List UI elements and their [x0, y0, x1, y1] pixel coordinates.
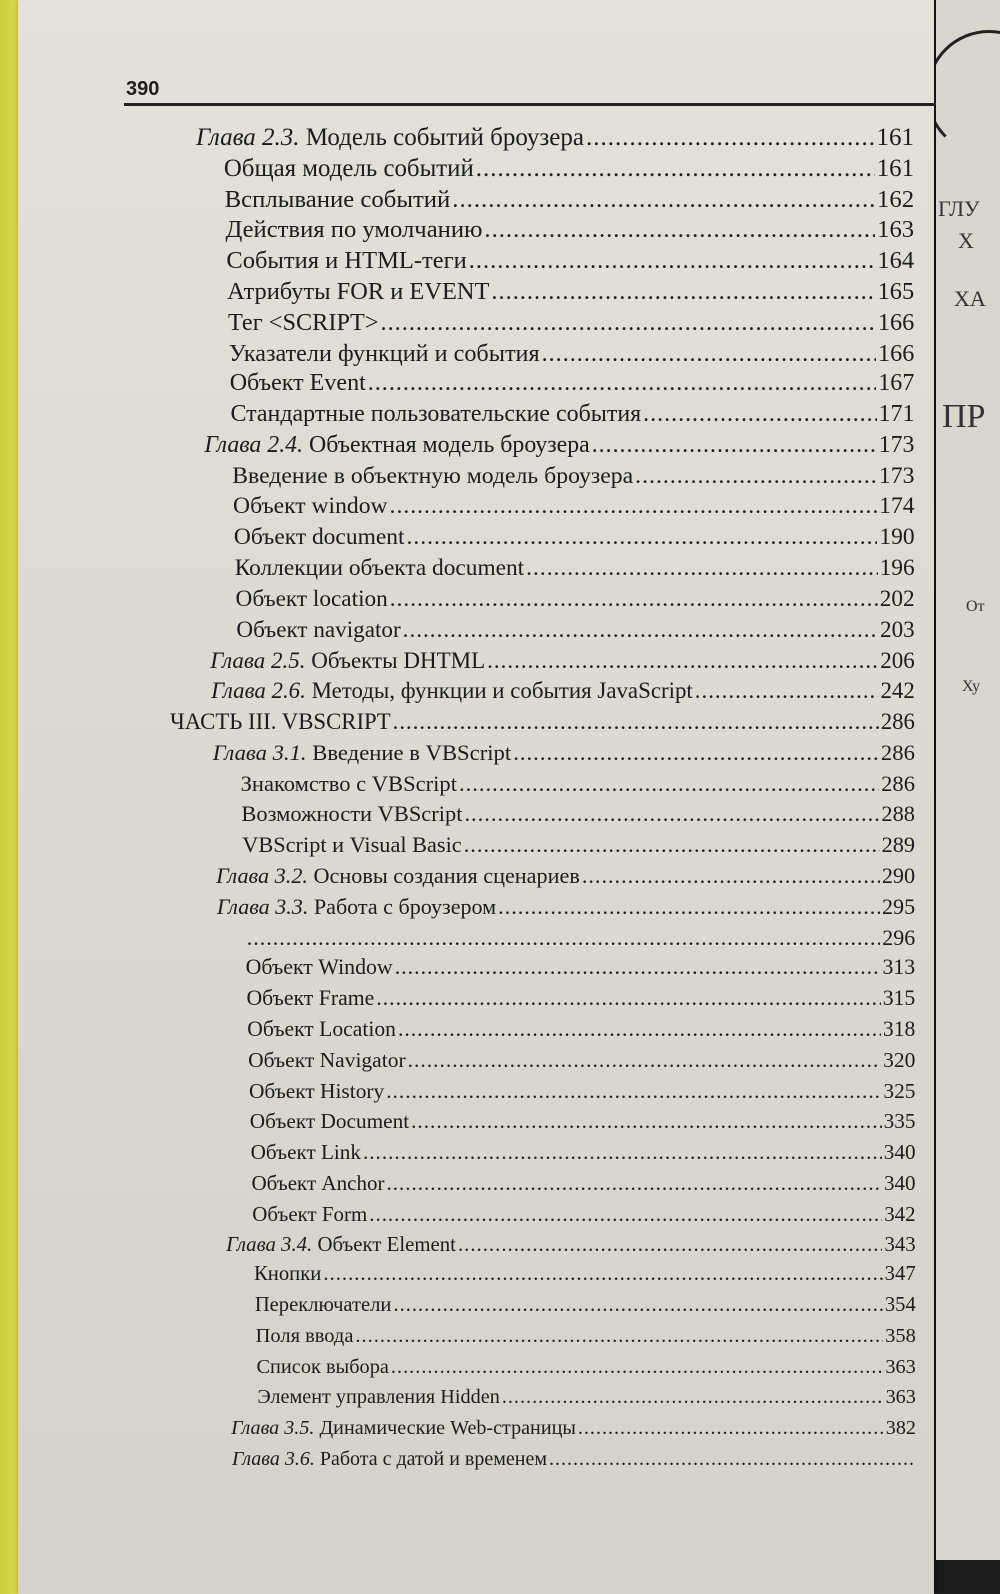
facing-page-fragment: ПР [942, 398, 986, 435]
toc-leader-dots [393, 709, 879, 735]
toc-entry-title: Элемент управления Hidden [257, 1386, 500, 1409]
toc-row [256, 1356, 915, 1379]
toc-row [257, 1386, 916, 1409]
toc-leader-dots [464, 801, 879, 827]
toc-entry-title: Объект window [233, 493, 388, 520]
toc-entry-label [250, 1109, 409, 1134]
toc-entry-title: Объект navigator [236, 616, 401, 643]
toc-page-number: 318 [882, 1016, 916, 1041]
toc-row [229, 340, 914, 368]
book-page [18, 0, 934, 1594]
toc-page-number: 161 [876, 154, 915, 182]
toc-entry-label [241, 771, 457, 797]
toc-row [245, 925, 915, 951]
toc-leader-dots [363, 1140, 882, 1165]
toc-page-number: 165 [877, 277, 915, 305]
toc-leader-dots [391, 1356, 883, 1379]
toc-page-number: 289 [881, 832, 916, 858]
toc-leader-dots [395, 955, 881, 980]
toc-page-number: 290 [881, 862, 916, 888]
toc-page-number: 363 [885, 1355, 916, 1378]
toc-entry-label [225, 186, 451, 214]
toc-entry-title: Объект Location [247, 1016, 396, 1041]
toc-page-number: 162 [876, 185, 915, 213]
toc-leader-dots [592, 432, 877, 459]
toc-page-number: 358 [885, 1324, 916, 1347]
toc-page-number: 196 [879, 555, 915, 582]
toc-row [230, 370, 915, 397]
toc-leader-dots [513, 740, 879, 766]
toc-leader-dots [635, 463, 877, 490]
toc-entry-label [256, 1325, 354, 1348]
toc-page-number: 335 [883, 1109, 916, 1134]
toc-row [255, 1294, 916, 1317]
toc-leader-dots [458, 1232, 883, 1257]
toc-page-number: 286 [880, 739, 915, 765]
toc-entry-label [232, 463, 633, 490]
toc-entry-label [248, 1048, 406, 1073]
toc-entry-label [242, 832, 461, 858]
toc-entry-label [204, 432, 589, 459]
toc-entry-label [254, 1263, 321, 1286]
toc-chapter-row [213, 740, 915, 766]
toc-entry-title: Методы, функции и события JavaScript [311, 678, 693, 704]
toc-chapter-number: Глава 2.6. [211, 678, 312, 704]
toc-row [250, 1109, 916, 1134]
toc-page-number: 242 [880, 678, 915, 704]
toc-page-number: 171 [878, 401, 915, 428]
toc-leader-dots [247, 925, 880, 951]
toc-leader-dots [484, 216, 875, 244]
toc-entry-label [257, 1386, 500, 1409]
toc-chapter-row [210, 647, 915, 674]
toc-entry-label [196, 124, 584, 152]
toc-chapter-row [204, 432, 914, 459]
toc-leader-dots [502, 1386, 884, 1409]
toc-row [254, 1263, 916, 1286]
toc-row [242, 832, 915, 858]
toc-entry-label [246, 986, 374, 1011]
facing-page-fragment: ХА [954, 286, 986, 311]
toc-chapter-number: Глава 2.3. [196, 124, 306, 151]
toc-entry-title: Объект Event [229, 370, 366, 397]
toc-chapter-number: Глава 3.5. [231, 1417, 320, 1440]
toc-page-number: 163 [877, 216, 915, 244]
toc-chapter-row [196, 124, 914, 152]
toc-entry-title: Объект location [235, 585, 388, 612]
toc-chapter-row [231, 1417, 916, 1440]
toc-page-number: 166 [877, 308, 915, 336]
toc-page-number: 295 [882, 893, 916, 919]
toc-entry-label [256, 1356, 388, 1379]
toc-chapter-number: Глава 3.1. [212, 739, 313, 765]
toc-entry-title: Действия по умолчанию [225, 216, 483, 244]
toc-leader-dots [582, 863, 880, 889]
toc-entry-title: Работа с броузером [313, 893, 497, 919]
toc-leader-dots [368, 370, 877, 397]
toc-entry-title: Атрибуты FOR и EVENT [227, 277, 490, 305]
toc-row [236, 586, 915, 613]
toc-entry-title: Всплывание событий [224, 185, 451, 213]
toc-entry-title: Основы создания сценариев [313, 862, 580, 888]
toc-row [252, 1202, 915, 1227]
toc-row [241, 771, 915, 797]
toc-row [226, 247, 914, 275]
toc-row [246, 955, 916, 980]
toc-entry-title: Коллекции объекта document [234, 555, 525, 582]
toc-row [234, 524, 915, 551]
toc-page-number: 342 [884, 1201, 916, 1226]
toc-entry-label [231, 1417, 576, 1440]
facing-page-fragment: ГЛУ [938, 196, 980, 221]
toc-entry-label [216, 863, 580, 889]
toc-entry-title: Объект Link [250, 1140, 361, 1165]
toc-leader-dots [476, 155, 875, 183]
toc-page-number: 190 [879, 524, 915, 551]
toc-page-number: 354 [884, 1294, 916, 1317]
toc-leader-dots [542, 340, 876, 368]
toc-row [251, 1140, 916, 1165]
toc-entry-title: Указатели функций и события [228, 339, 540, 367]
toc-row [226, 216, 915, 244]
toc-page-number: 325 [883, 1078, 916, 1103]
toc-row [241, 801, 915, 827]
toc-leader-dots [376, 986, 880, 1011]
toc-entry-label [170, 709, 391, 735]
toc-entry-label [236, 617, 400, 644]
toc-entry-title: Объект Element [317, 1232, 456, 1257]
toc-entry-title: Объект Anchor [251, 1170, 385, 1195]
toc-leader-dots [408, 1048, 882, 1073]
toc-entry-label [226, 1232, 456, 1257]
toc-row [256, 1325, 916, 1348]
toc-entry-label [229, 340, 540, 368]
toc-leader-dots [355, 1325, 883, 1348]
toc-entry-title: Общая модель событий [223, 154, 474, 182]
toc-leader-dots [407, 524, 878, 551]
toc-page-number: 164 [877, 247, 915, 275]
toc-page-number: 320 [883, 1047, 916, 1072]
toc-entry-title: Работа с датой и временем [319, 1448, 547, 1470]
toc-leader-dots [491, 278, 875, 306]
facing-page-arc [936, 30, 1000, 156]
toc-entry-label [224, 155, 474, 183]
toc-leader-dots [487, 647, 878, 674]
toc-entry-title: Тег <SCRIPT> [228, 308, 379, 336]
toc-entry-label [228, 309, 379, 337]
toc-entry-title: Модель событий броузера [305, 124, 584, 151]
toc-leader-dots [498, 894, 880, 920]
toc-leader-dots [578, 1417, 884, 1440]
toc-chapter-row [226, 1232, 916, 1257]
toc-entry-label [251, 1171, 384, 1196]
toc-entry-title: Объект Navigator [248, 1047, 406, 1072]
toc-entry-label [247, 1017, 396, 1042]
toc-entry-label [255, 1294, 392, 1317]
toc-entry-label [234, 524, 405, 551]
toc-row [235, 555, 915, 582]
toc-leader-dots [398, 1017, 881, 1042]
toc-leader-dots [393, 1294, 882, 1317]
toc-entry-title: Объект Window [245, 955, 393, 980]
toc-leader-dots [586, 124, 875, 152]
toc-row [248, 1048, 915, 1073]
toc-row [251, 1171, 915, 1196]
toc-chapter-row [211, 678, 915, 704]
toc-entry-title: VBScript и Visual Basic [242, 832, 462, 858]
toc-leader-dots [387, 1171, 883, 1196]
toc-entry-title: Объект Frame [246, 986, 375, 1011]
toc-page-number: 286 [881, 770, 915, 796]
toc-entry-title: Список выбора [256, 1355, 389, 1378]
toc-leader-dots [381, 309, 876, 337]
toc-entry-title: Объект document [233, 524, 405, 551]
toc-entry-label [226, 247, 466, 275]
toc-page-number: 161 [876, 124, 914, 151]
toc-chapter-row [232, 1448, 916, 1471]
toc-leader-dots [452, 186, 875, 214]
toc-row [246, 986, 915, 1011]
toc-entry-label [241, 801, 462, 827]
toc-entry-title: Объект History [248, 1078, 385, 1103]
toc-row [232, 463, 914, 490]
facing-page [936, 0, 1000, 1560]
toc-row [228, 309, 914, 337]
toc-entry-title: ЧАСТЬ III. VBSCRIPT [170, 709, 391, 735]
toc-page-number: 173 [878, 462, 915, 489]
toc-leader-dots [464, 832, 880, 858]
toc-page-number: 202 [879, 585, 915, 612]
toc-leader-dots [526, 555, 877, 582]
toc-chapter-number: Глава 3.2. [216, 862, 314, 888]
toc-entry-title: Поля ввода [255, 1324, 354, 1347]
toc-entry-title: Кнопки [253, 1263, 322, 1286]
toc-chapter-row [216, 863, 915, 889]
toc-entry-title: Объект Form [252, 1201, 368, 1226]
toc-page-number: 166 [878, 339, 915, 367]
toc-page-number: 173 [878, 431, 915, 458]
toc-entry-label [236, 586, 388, 613]
toc-row [233, 493, 915, 520]
toc-page-number: 174 [879, 493, 915, 520]
toc-entry-title: Стандартные пользовательские события [230, 401, 642, 428]
toc-entry-label [246, 955, 393, 980]
toc-row [236, 617, 914, 644]
toc-leader-dots [403, 617, 878, 644]
toc-entry-title: Возможности VBScript [241, 801, 463, 827]
toc-entry-label [249, 1079, 384, 1104]
toc-page-number: 313 [882, 955, 916, 980]
toc-page-number: 315 [882, 986, 916, 1011]
toc-leader-dots [695, 678, 879, 704]
toc-entry-label [217, 894, 496, 920]
toc-entry-label [231, 401, 642, 428]
facing-page-fragment: От [966, 598, 985, 615]
toc-page-number: 206 [880, 647, 915, 674]
toc-leader-dots [643, 401, 876, 428]
toc-chapter-number: Глава 3.6. [232, 1448, 320, 1470]
toc-row [231, 401, 915, 428]
toc-chapter-row [217, 894, 915, 920]
toc-page-number: 382 [885, 1417, 916, 1440]
toc-entry-label [232, 1448, 547, 1471]
toc-leader-dots [459, 771, 879, 797]
toc-entry-label [251, 1140, 361, 1165]
toc-entry-title: Знакомство с VBScript [240, 770, 457, 796]
toc-entry-label [252, 1202, 367, 1227]
toc-entry-title: Объект Document [249, 1109, 410, 1134]
toc-entry-title: Введение в VBScript [312, 739, 512, 765]
toc-page-number: 286 [880, 709, 915, 735]
toc-entry-title: Объекты DHTML [311, 647, 486, 674]
toc-entry-title: Переключатели [254, 1294, 392, 1317]
toc-row [224, 155, 914, 183]
toc-entry-label [226, 216, 483, 244]
toc-entry-title: События и HTML-теги [226, 247, 467, 275]
toc-entry-title: Объектная модель броузера [309, 431, 590, 458]
toc-entry-label [235, 555, 524, 582]
toc-chapter-number: Глава 3.3. [216, 893, 314, 919]
toc-entry-title: Введение в объектную модель броузера [232, 462, 634, 489]
toc-row [225, 186, 914, 214]
toc-page-number: 343 [884, 1232, 916, 1257]
page-number: 390 [126, 78, 160, 100]
toc-entry-label [233, 493, 388, 520]
toc-chapter-number: Глава 2.5. [210, 647, 312, 674]
toc-page-number: 340 [884, 1170, 916, 1195]
toc-entry-title: Динамические Web-страницы [319, 1417, 576, 1440]
toc-leader-dots [549, 1448, 914, 1471]
toc-leader-dots [390, 586, 878, 613]
toc-row [247, 1017, 915, 1042]
toc-row [170, 709, 915, 735]
toc-page-number: 288 [881, 801, 915, 827]
toc-page-number: 347 [884, 1263, 916, 1286]
toc-leader-dots [469, 247, 876, 275]
toc-page-number: 203 [880, 616, 915, 643]
toc-chapter-number: Глава 2.4. [204, 431, 309, 458]
facing-page-fragment: Х [958, 228, 974, 253]
facing-page-fragment: Ху [962, 678, 981, 695]
toc-row [227, 278, 914, 306]
toc-leader-dots [390, 493, 878, 520]
toc-leader-dots [386, 1079, 881, 1104]
toc-leader-dots [369, 1202, 882, 1227]
header-rule [124, 103, 954, 106]
toc-leader-dots [411, 1109, 881, 1134]
toc-entry-label [211, 678, 693, 704]
toc-entry-label [230, 370, 366, 397]
toc-page-number: 296 [882, 924, 916, 950]
toc-entry-label [213, 740, 511, 766]
toc-page-number: 340 [883, 1140, 916, 1165]
toc-entry-label [210, 647, 485, 674]
toc-page-number: 363 [885, 1386, 916, 1409]
toc-leader-dots [323, 1263, 882, 1286]
toc-page-number: 167 [878, 370, 915, 397]
toc-entry-label [227, 278, 489, 306]
toc-chapter-number: Глава 3.4. [226, 1232, 318, 1257]
toc-row [249, 1079, 915, 1104]
